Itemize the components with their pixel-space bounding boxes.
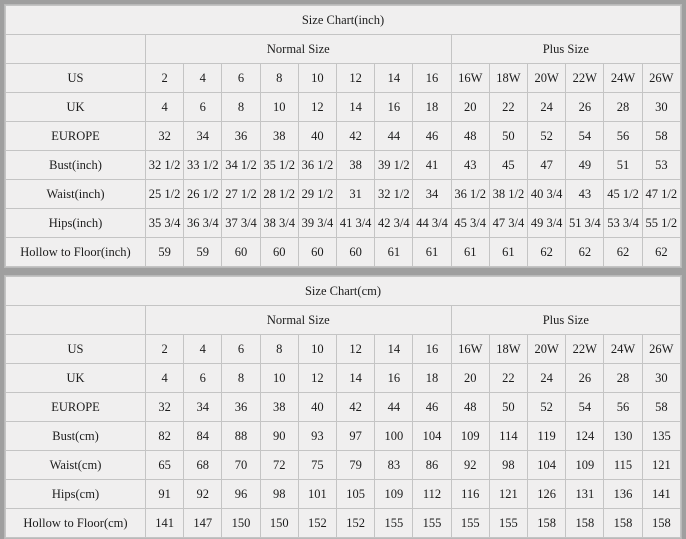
cell: 16	[413, 64, 451, 93]
table-row	[6, 122, 681, 151]
cell: 61	[375, 238, 413, 267]
cell: 51	[604, 151, 642, 180]
row-label: EUROPE	[6, 393, 146, 422]
cell: 32 1/2	[375, 180, 413, 209]
size-table-inch	[5, 5, 681, 267]
row-label: Hips(inch)	[6, 209, 146, 238]
cell: 14	[337, 364, 375, 393]
cell: 60	[298, 238, 336, 267]
cell: 152	[337, 509, 375, 538]
cell: 114	[489, 422, 527, 451]
cell: 88	[222, 422, 260, 451]
cell: 34	[413, 180, 451, 209]
cell: 27 1/2	[222, 180, 260, 209]
cell: 51 3/4	[566, 209, 604, 238]
cell: 24	[528, 93, 566, 122]
table-row	[6, 393, 681, 422]
table-row	[6, 180, 681, 209]
row-label: Bust(cm)	[6, 422, 146, 451]
cell: 6	[184, 364, 222, 393]
row-label: US	[6, 64, 146, 93]
cell: 109	[451, 422, 489, 451]
cell: 34	[184, 122, 222, 151]
cell: 6	[222, 64, 260, 93]
table-row	[6, 480, 681, 509]
cell: 25 1/2	[146, 180, 184, 209]
cell: 53	[642, 151, 680, 180]
cell: 10	[298, 335, 336, 364]
row-label: Bust(inch)	[6, 151, 146, 180]
cell: 18W	[489, 335, 527, 364]
cell: 47 1/2	[642, 180, 680, 209]
size-chart-cm	[4, 275, 682, 539]
cell: 32	[146, 122, 184, 151]
cell: 90	[260, 422, 298, 451]
cell: 20W	[528, 335, 566, 364]
cell: 36	[222, 122, 260, 151]
cell: 105	[337, 480, 375, 509]
cell: 97	[337, 422, 375, 451]
cell: 98	[489, 451, 527, 480]
cell: 59	[146, 238, 184, 267]
cell: 49	[566, 151, 604, 180]
row-label: Hips(cm)	[6, 480, 146, 509]
cell: 55 1/2	[642, 209, 680, 238]
cell: 8	[260, 335, 298, 364]
cell: 38	[260, 122, 298, 151]
cell: 121	[642, 451, 680, 480]
cell: 98	[260, 480, 298, 509]
cell: 72	[260, 451, 298, 480]
row-label: US	[6, 335, 146, 364]
cell: 12	[337, 64, 375, 93]
cell: 26	[566, 364, 604, 393]
cell: 47 3/4	[489, 209, 527, 238]
row-label: Hollow to Floor(cm)	[6, 509, 146, 538]
cell: 104	[413, 422, 451, 451]
cell: 4	[184, 335, 222, 364]
cell: 75	[298, 451, 336, 480]
cell: 62	[642, 238, 680, 267]
cell: 26W	[642, 64, 680, 93]
cell: 22	[489, 364, 527, 393]
cell: 141	[146, 509, 184, 538]
row-label: UK	[6, 364, 146, 393]
cell: 16	[375, 364, 413, 393]
cell: 18	[413, 93, 451, 122]
cell: 92	[184, 480, 222, 509]
cell: 2	[146, 335, 184, 364]
cell: 44	[375, 122, 413, 151]
cell: 49 3/4	[528, 209, 566, 238]
cell: 60	[260, 238, 298, 267]
table-row	[6, 238, 681, 267]
cell: 48	[451, 122, 489, 151]
cell: 39 3/4	[298, 209, 336, 238]
cell: 43	[451, 151, 489, 180]
cell: 60	[337, 238, 375, 267]
cell: 53 3/4	[604, 209, 642, 238]
cell: 4	[146, 93, 184, 122]
cell: 41	[413, 151, 451, 180]
cell: 45	[489, 151, 527, 180]
cell: 37 3/4	[222, 209, 260, 238]
cell: 45 1/2	[604, 180, 642, 209]
row-label: Hollow to Floor(inch)	[6, 238, 146, 267]
cell: 26	[566, 93, 604, 122]
cell: 24W	[604, 64, 642, 93]
cell: 50	[489, 122, 527, 151]
cell: 135	[642, 422, 680, 451]
cell: 28	[604, 93, 642, 122]
cell: 41 3/4	[337, 209, 375, 238]
cell: 16W	[451, 64, 489, 93]
cell: 42	[337, 393, 375, 422]
cell: 158	[642, 509, 680, 538]
cell: 84	[184, 422, 222, 451]
cell: 152	[298, 509, 336, 538]
cell: 8	[222, 364, 260, 393]
cell: 34 1/2	[222, 151, 260, 180]
cell: 158	[566, 509, 604, 538]
cell: 38 1/2	[489, 180, 527, 209]
cell: 18W	[489, 64, 527, 93]
cell: 24W	[604, 335, 642, 364]
cell: 93	[298, 422, 336, 451]
cell: 36 3/4	[184, 209, 222, 238]
cell: 92	[451, 451, 489, 480]
cell: 116	[451, 480, 489, 509]
table-row	[6, 64, 681, 93]
cell: 54	[566, 393, 604, 422]
cell: 20W	[528, 64, 566, 93]
cell: 109	[566, 451, 604, 480]
cell: 47	[528, 151, 566, 180]
cell: 6	[222, 335, 260, 364]
cell: 50	[489, 393, 527, 422]
cell: 112	[413, 480, 451, 509]
row-label: Waist(cm)	[6, 451, 146, 480]
cell: 56	[604, 393, 642, 422]
cell: 30	[642, 93, 680, 122]
cell: 44	[375, 393, 413, 422]
cell: 62	[566, 238, 604, 267]
cell: 83	[375, 451, 413, 480]
table-row	[6, 451, 681, 480]
cell: 155	[451, 509, 489, 538]
table-group-row	[6, 35, 681, 64]
cell: 16	[375, 93, 413, 122]
cell: 121	[489, 480, 527, 509]
cell: 36	[222, 393, 260, 422]
cell: 24	[528, 364, 566, 393]
cell: 68	[184, 451, 222, 480]
cell: 16W	[451, 335, 489, 364]
cell: 42 3/4	[375, 209, 413, 238]
cell: 12	[298, 364, 336, 393]
table-row	[6, 209, 681, 238]
cell: 26 1/2	[184, 180, 222, 209]
cell: 52	[528, 393, 566, 422]
cell: 14	[375, 64, 413, 93]
cell: 60	[222, 238, 260, 267]
cell: 109	[375, 480, 413, 509]
cell: 34	[184, 393, 222, 422]
cell: 38	[260, 393, 298, 422]
cell: 16	[413, 335, 451, 364]
table-title-row	[6, 6, 681, 35]
cell: 54	[566, 122, 604, 151]
cell: 70	[222, 451, 260, 480]
cell: 10	[260, 364, 298, 393]
table-row	[6, 151, 681, 180]
cell: 155	[489, 509, 527, 538]
cell: 39 1/2	[375, 151, 413, 180]
cell: 52	[528, 122, 566, 151]
cell: 22W	[566, 64, 604, 93]
cell: 6	[184, 93, 222, 122]
group-header-normal: Normal Size	[146, 306, 452, 335]
cell: 150	[260, 509, 298, 538]
cell: 48	[451, 393, 489, 422]
cell: 42	[337, 122, 375, 151]
cell: 147	[184, 509, 222, 538]
cell: 46	[413, 393, 451, 422]
group-header-plus: Plus Size	[451, 35, 680, 64]
cell: 124	[566, 422, 604, 451]
table-row	[6, 509, 681, 538]
cell: 150	[222, 509, 260, 538]
cell: 33 1/2	[184, 151, 222, 180]
cell: 12	[298, 93, 336, 122]
cell: 20	[451, 364, 489, 393]
table-title-row	[6, 277, 681, 306]
cell: 40	[298, 393, 336, 422]
row-label: EUROPE	[6, 122, 146, 151]
cell: 101	[298, 480, 336, 509]
cell: 58	[642, 122, 680, 151]
cell: 141	[642, 480, 680, 509]
cell: 79	[337, 451, 375, 480]
table-row	[6, 364, 681, 393]
cell: 18	[413, 364, 451, 393]
cell: 62	[604, 238, 642, 267]
cell: 155	[375, 509, 413, 538]
cell: 61	[489, 238, 527, 267]
cell: 30	[642, 364, 680, 393]
cell: 12	[337, 335, 375, 364]
cell: 45 3/4	[451, 209, 489, 238]
cell: 96	[222, 480, 260, 509]
cell: 8	[222, 93, 260, 122]
cell: 8	[260, 64, 298, 93]
cell: 4	[146, 364, 184, 393]
table-row	[6, 93, 681, 122]
cell: 29 1/2	[298, 180, 336, 209]
cell: 86	[413, 451, 451, 480]
cell: 61	[451, 238, 489, 267]
cell: 104	[528, 451, 566, 480]
cell: 38 3/4	[260, 209, 298, 238]
cell: 44 3/4	[413, 209, 451, 238]
cell: 14	[375, 335, 413, 364]
cell: 10	[260, 93, 298, 122]
row-label: UK	[6, 93, 146, 122]
cell: 28	[604, 364, 642, 393]
cell: 115	[604, 451, 642, 480]
cell: 91	[146, 480, 184, 509]
cell: 4	[184, 64, 222, 93]
cell: 36 1/2	[451, 180, 489, 209]
cell: 22	[489, 93, 527, 122]
cell: 43	[566, 180, 604, 209]
cell: 31	[337, 180, 375, 209]
cell: 14	[337, 93, 375, 122]
cell: 158	[604, 509, 642, 538]
corner-cell	[6, 35, 146, 64]
cell: 131	[566, 480, 604, 509]
group-header-normal: Normal Size	[146, 35, 452, 64]
cell: 46	[413, 122, 451, 151]
size-chart-inch	[4, 4, 682, 268]
cell: 136	[604, 480, 642, 509]
cell: 155	[413, 509, 451, 538]
cell: 28 1/2	[260, 180, 298, 209]
cell: 100	[375, 422, 413, 451]
cell: 10	[298, 64, 336, 93]
cell: 62	[528, 238, 566, 267]
cell: 126	[528, 480, 566, 509]
group-header-plus: Plus Size	[451, 306, 680, 335]
cell: 35 3/4	[146, 209, 184, 238]
cell: 65	[146, 451, 184, 480]
cell: 40 3/4	[528, 180, 566, 209]
cell: 56	[604, 122, 642, 151]
cell: 35 1/2	[260, 151, 298, 180]
cell: 119	[528, 422, 566, 451]
cell: 2	[146, 64, 184, 93]
chart-title: Size Chart(inch)	[6, 6, 681, 35]
cell: 58	[642, 393, 680, 422]
cell: 61	[413, 238, 451, 267]
cell: 158	[528, 509, 566, 538]
table-row	[6, 422, 681, 451]
cell: 82	[146, 422, 184, 451]
cell: 130	[604, 422, 642, 451]
cell: 38	[337, 151, 375, 180]
cell: 32 1/2	[146, 151, 184, 180]
cell: 32	[146, 393, 184, 422]
chart-title: Size Chart(cm)	[6, 277, 681, 306]
cell: 59	[184, 238, 222, 267]
cell: 26W	[642, 335, 680, 364]
corner-cell	[6, 306, 146, 335]
row-label: Waist(inch)	[6, 180, 146, 209]
table-group-row	[6, 306, 681, 335]
cell: 20	[451, 93, 489, 122]
table-row	[6, 335, 681, 364]
size-table-cm	[5, 276, 681, 538]
cell: 40	[298, 122, 336, 151]
cell: 22W	[566, 335, 604, 364]
cell: 36 1/2	[298, 151, 336, 180]
